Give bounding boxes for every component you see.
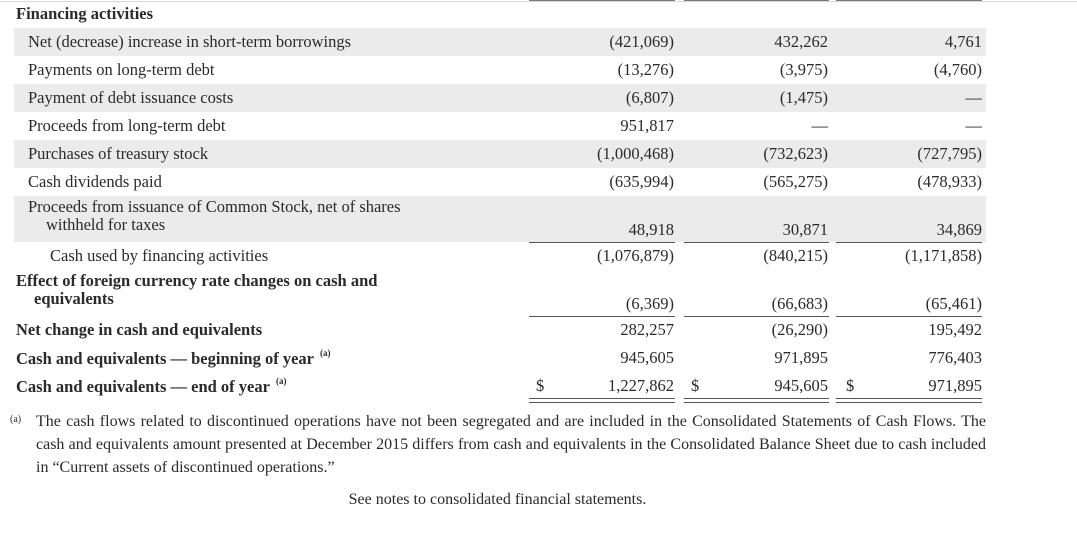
value-2014: (727,795) bbox=[917, 144, 982, 163]
value-2014: (65,461) bbox=[925, 294, 982, 313]
value-2014: (4,760) bbox=[933, 60, 982, 79]
value-2016: 282,257 bbox=[620, 320, 674, 339]
row-label bbox=[28, 198, 401, 234]
table-row bbox=[14, 196, 986, 242]
subtotal-row bbox=[14, 242, 986, 270]
value-2014: 776,403 bbox=[928, 348, 982, 367]
row-label bbox=[16, 272, 377, 308]
value-2016: 48,918 bbox=[628, 220, 674, 239]
value-2014: 4,761 bbox=[944, 32, 982, 51]
double-underline bbox=[684, 398, 829, 403]
value-2016: (13,276) bbox=[617, 60, 674, 79]
value-2015: 432,262 bbox=[774, 32, 828, 51]
value-2016: (6,369) bbox=[625, 294, 674, 313]
cash-flow-table bbox=[14, 0, 986, 400]
footnote-mark: (a) bbox=[10, 414, 22, 425]
row-label: Cash dividends paid bbox=[28, 172, 162, 191]
footnote bbox=[10, 410, 986, 479]
subtotal-rule bbox=[529, 242, 675, 243]
table-row bbox=[14, 168, 986, 196]
table-row bbox=[14, 140, 986, 168]
row-label: Purchases of treasury stock bbox=[28, 144, 209, 163]
value-2015: (732,623) bbox=[763, 144, 828, 163]
value-2016: 951,817 bbox=[620, 116, 674, 135]
total-row bbox=[14, 372, 986, 400]
row-label-line2: equivalents bbox=[34, 289, 114, 308]
row-label bbox=[16, 348, 330, 369]
value-2016: 1,227,862 bbox=[608, 376, 674, 395]
currency-symbol: $ bbox=[846, 376, 855, 395]
table-row bbox=[14, 270, 986, 316]
footnote-ref: (a) bbox=[275, 376, 287, 386]
value-2016: (1,000,468) bbox=[597, 144, 674, 163]
value-2015: (565,275) bbox=[763, 172, 828, 191]
value-2015: 945,605 bbox=[774, 376, 828, 395]
currency-symbol: $ bbox=[691, 376, 700, 395]
header-rule bbox=[836, 0, 982, 1]
section-title: Financing activities bbox=[16, 4, 154, 23]
row-label: Payment of debt issuance costs bbox=[28, 88, 234, 107]
table-row bbox=[14, 28, 986, 56]
see-notes-text: See notes to consolidated financial statements. bbox=[348, 491, 647, 508]
value-2015: — bbox=[811, 116, 828, 135]
table-row bbox=[14, 56, 986, 84]
row-label bbox=[16, 376, 286, 397]
value-2016: (1,076,879) bbox=[597, 246, 674, 265]
row-label-text: Cash and equivalents — beginning of year bbox=[16, 349, 314, 368]
value-2014: 195,492 bbox=[928, 320, 982, 339]
value-2016: (635,994) bbox=[609, 172, 674, 191]
double-underline bbox=[836, 398, 982, 403]
value-2016: (421,069) bbox=[609, 32, 674, 51]
value-2015: 30,871 bbox=[782, 220, 828, 239]
value-2014: (1,171,858) bbox=[905, 246, 982, 265]
table-row bbox=[14, 316, 986, 344]
value-2014: — bbox=[965, 88, 982, 107]
currency-symbol: $ bbox=[536, 376, 545, 395]
value-2014: 971,895 bbox=[928, 376, 982, 395]
row-label: Net (decrease) increase in short-term borrowings bbox=[28, 32, 351, 51]
section-heading-row bbox=[14, 0, 986, 28]
value-2015: (1,475) bbox=[779, 88, 828, 107]
value-2014: (478,933) bbox=[917, 172, 982, 191]
table-row bbox=[14, 344, 986, 372]
row-label-line1: Proceeds from issuance of Common Stock, net of shares bbox=[28, 197, 401, 216]
header-rule bbox=[684, 0, 829, 1]
row-label: Proceeds from long-term debt bbox=[28, 116, 226, 135]
value-2015: (66,683) bbox=[771, 294, 828, 313]
subtotal-rule bbox=[836, 242, 982, 243]
row-label: Net change in cash and equivalents bbox=[16, 320, 263, 339]
row-label-line1: Effect of foreign currency rate changes on cash and bbox=[16, 271, 378, 290]
header-rule bbox=[529, 0, 675, 1]
subtotal-rule bbox=[836, 316, 982, 317]
row-label: Payments on long-term debt bbox=[28, 60, 215, 79]
value-2014: — bbox=[965, 116, 982, 135]
row-label-line2: withheld for taxes bbox=[46, 215, 166, 234]
double-underline bbox=[529, 398, 675, 403]
footnote-ref: (a) bbox=[319, 348, 331, 358]
value-2014: 34,869 bbox=[936, 220, 982, 239]
table-row bbox=[14, 84, 986, 112]
value-2016: (6,807) bbox=[625, 88, 674, 107]
subtotal-rule bbox=[529, 316, 675, 317]
value-2015: 971,895 bbox=[774, 348, 828, 367]
value-2015: (840,215) bbox=[763, 246, 828, 265]
subtotal-rule bbox=[684, 316, 829, 317]
row-label-text: Cash and equivalents — end of year bbox=[16, 377, 270, 396]
value-2016: 945,605 bbox=[620, 348, 674, 367]
footnote-text: The cash flows related to discontinued operations have not been segregated and are included in the Consolidated Statements of Cash Flows. The cash and equivalents amount presented at December 2015 differs from cash and equivalents in the Consolidated Balance Sheet due to cash included in “Current assets of discontinued operations.” bbox=[36, 413, 986, 476]
value-2015: (26,290) bbox=[771, 320, 828, 339]
row-label: Cash used by financing activities bbox=[50, 246, 269, 265]
subtotal-rule bbox=[684, 242, 829, 243]
table-row bbox=[14, 112, 986, 140]
value-2015: (3,975) bbox=[779, 60, 828, 79]
